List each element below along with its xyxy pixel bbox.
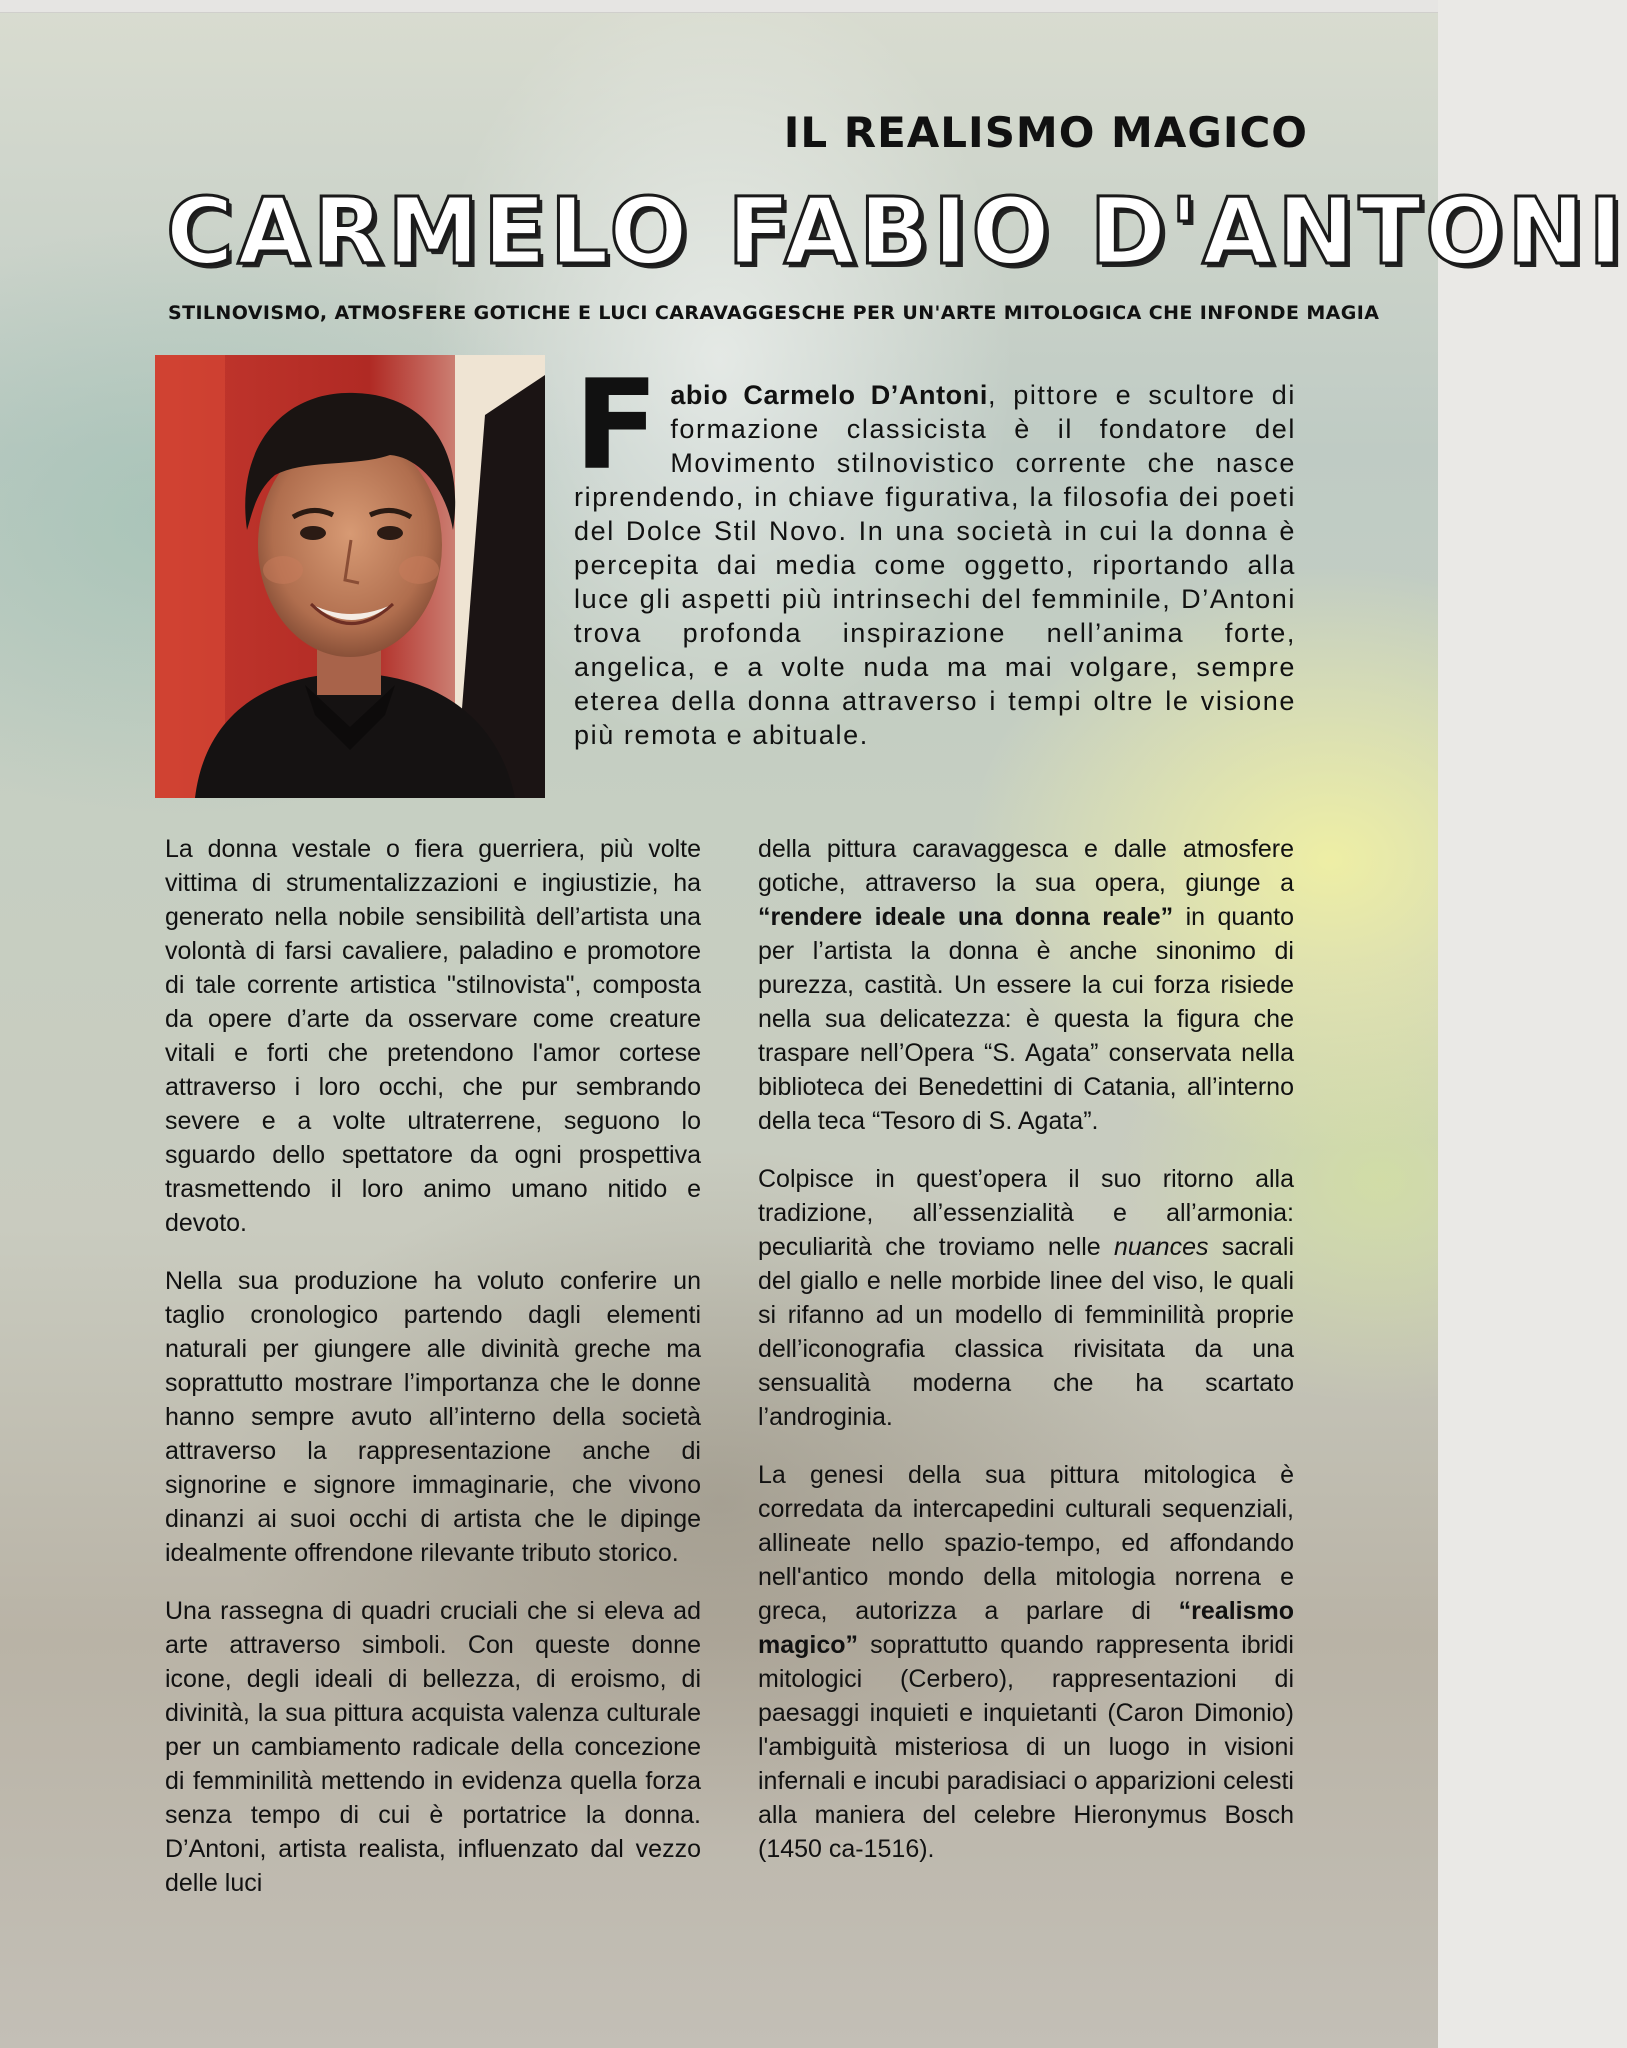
article-subtitle: STILNOVISMO, ATMOSFERE GOTICHE E LUCI CARAVAGGESCHE PER UN'ARTE MITOLOGICA CHE INFONDE MAGIA	[168, 302, 1380, 324]
right-p2-italic: nuances	[1113, 1233, 1209, 1261]
right-paragraph-2	[758, 1162, 1294, 1434]
artist-name: abio Carmelo D’Antoni	[670, 380, 988, 410]
right-p1-text-b: in quanto per l’artista la donna è anche sinonimo di purezza, castità. Un essere la cui forza risiede nella sua delicatezza: è questa la figura che traspare nell’Opera “S. Agata” conservata nella biblioteca dei Benedettini di Catania, all’interno della teca “Tesoro di S. Agata”.	[758, 903, 1294, 1135]
article-headline: CARMELO FABIO D'ANTONI	[166, 178, 1627, 285]
right-p1-text-a: della pittura caravaggesca e dalle atmosfere gotiche, attraverso la sua opera, giunge a	[758, 835, 1294, 897]
intro-text: , pittore e scultore di formazione classicista è il fondatore del Movimento stilnovistico corrente che nasce riprendendo, in chiave figurativa, la filosofia dei poeti del Dolce Stil Novo. In una società in cui la donna è percepita dai media come oggetto, riportando alla luce gli aspetti più intrinsechi del femminile, D’Antoni trova profonda inspirazione nell’anima forte, angelica, e a volte nuda ma mai volgare, sempre eterea della donna attraverso i tempi oltre le visione più remota e abituale.	[574, 380, 1296, 750]
right-p3-text-b: soprattutto quando rappresenta ibridi mitologici (Cerbero), rappresentazioni di paesaggi inquieti e inquietanti (Caron Dimonio) l'ambiguità misteriosa di un luogo in visioni infernali e incubi paradisiaci o apparizioni celesti alla maniera del celebre Hieronymus Bosch (1450 ca-1516).	[758, 1631, 1294, 1863]
right-p3-emphasis: “realismo magico”	[758, 1597, 1294, 1659]
left-paragraph-2: Nella sua produzione ha voluto conferire un taglio cronologico partendo dagli elementi naturali per giungere alle divinità greche ma soprattutto mostrare l’importanza che le donne hanno sempre avuto all’interno della società attraverso la rappresentazione anche di signorine e signore immaginarie, che vivono dinanzi ai suoi occhi di artista che le dipinge idealmente offrendone rilevante tributo storico.	[165, 1267, 701, 1567]
left-column	[165, 832, 701, 1924]
top-edge	[0, 0, 1438, 13]
intro-paragraph	[574, 354, 1296, 752]
drop-cap: F	[574, 354, 661, 498]
right-p3-text-a: La genesi della sua pittura mitologica è corredata da intercapedini culturali sequenziali, allineate nello spazio-tempo, ed affondando nell'antico mondo della mitologia norrena e greca, autorizza a parlare di	[758, 1461, 1294, 1625]
artist-portrait-photo	[155, 355, 545, 798]
right-p2-text-b: sacrali del giallo e nelle morbide linee del viso, le quali si rifanno ad un modello di femminilità proprie dell’iconografia classica rivisitata da una sensualità moderna che ha scartato l’androginia.	[758, 1233, 1294, 1431]
right-paragraph-3	[758, 1458, 1294, 1866]
right-p2-text-a: Colpisce in quest’opera il suo ritorno alla tradizione, all’essenzialità e all’armonia: peculiarità che troviamo nelle	[758, 1165, 1294, 1261]
left-paragraph-3: Una rassegna di quadri cruciali che si eleva ad arte attraverso simboli. Con queste donne icone, degli ideali di bellezza, di eroismo, di divinità, la sua pittura acquista valenza culturale per un cambiamento radicale della concezione di femminilità mettendo in evidenza quella forza senza tempo di cui è portatrice la donna. D’Antoni, artista realista, influenzato dal vezzo delle luci	[165, 1597, 701, 1897]
right-paragraph-1	[758, 832, 1294, 1138]
right-column	[758, 832, 1294, 1890]
section-kicker: IL REALISMO MAGICO	[783, 108, 1308, 157]
left-paragraph-1: La donna vestale o fiera guerriera, più volte vittima di strumentalizzazioni e ingiustizie, ha generato nella nobile sensibilità dell’artista una volontà di farsi cavaliere, paladino e promotore di tale corrente artistica "stilnovista", composta da opere d’arte da osservare come creature vitali e forti che pretendono l'amor cortese attraverso i loro occhi, che pur sembrando severe e a volte ultraterrene, seguono lo sguardo dello spettatore da ogni prospettiva trasmettendo il loro animo umano nitido e devoto.	[165, 835, 701, 1237]
right-p1-emphasis: “rendere ideale una donna reale”	[758, 903, 1174, 931]
